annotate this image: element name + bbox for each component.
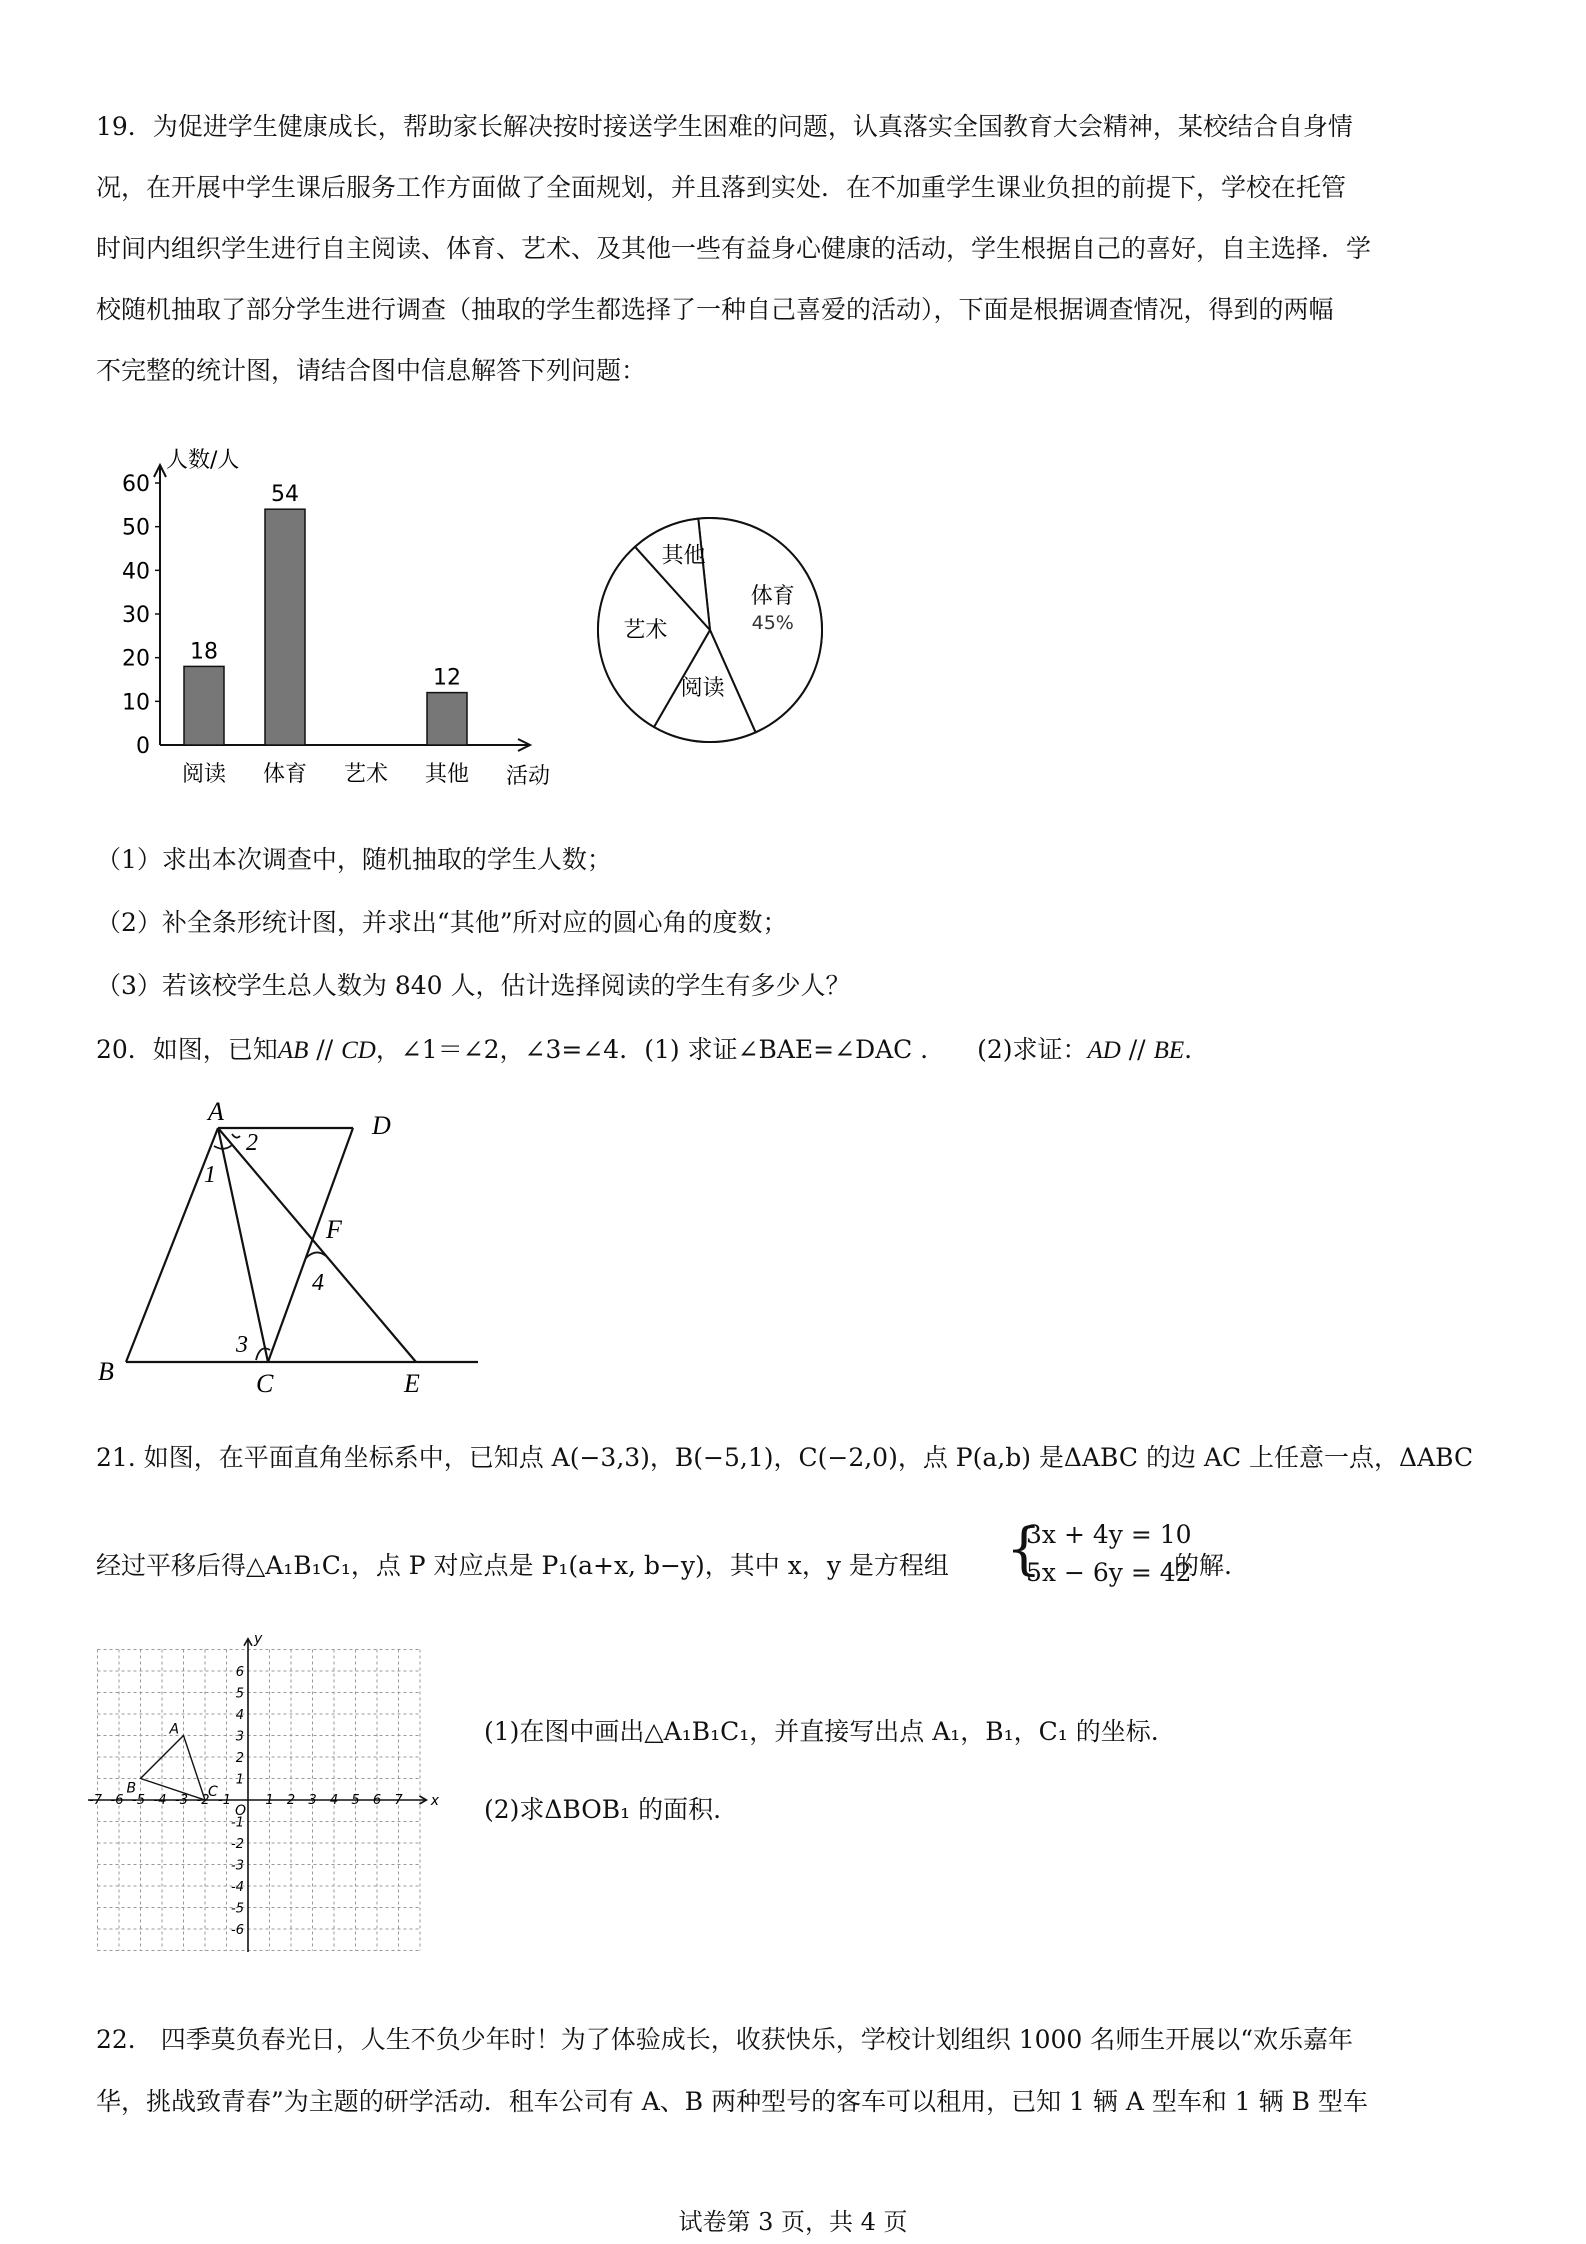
x-tick-label: 5: [351, 1793, 360, 1808]
x-tick-label: -3: [175, 1793, 188, 1808]
q21-eq1: 3x + 4y = 10: [1026, 1520, 1192, 1549]
y-tick-label: 2: [235, 1751, 244, 1766]
bar-value-label: 18: [190, 639, 218, 665]
q20-end: .: [1184, 1035, 1193, 1064]
angle-3: 3: [236, 1332, 248, 1358]
bar: [427, 693, 467, 745]
q20-cd: CD: [341, 1037, 376, 1064]
label-D: D: [372, 1111, 391, 1140]
bar: [265, 509, 305, 745]
pie-chart: [590, 510, 830, 750]
page-footer: 试卷第 3 页，共 4 页: [678, 2208, 908, 2236]
y-axis-label: 人数/人: [166, 448, 240, 473]
pie-slice-percent: 45%: [751, 612, 794, 635]
y-axis-label: y: [254, 1632, 263, 1648]
y-tick-label: -5: [231, 1901, 244, 1917]
x-tick-label: -1: [218, 1793, 231, 1808]
x-tick-label: -4: [153, 1793, 167, 1808]
q19-stem: [96, 96, 1496, 401]
y-tick-label: 50: [122, 515, 150, 541]
q20-part2: (2)求证：: [977, 1035, 1088, 1064]
q20-be: BE: [1153, 1037, 1185, 1064]
bar: [184, 666, 224, 745]
point-label-c: C: [208, 1784, 218, 1800]
label-A: A: [208, 1097, 224, 1126]
q19-sub1: （1）求出本次调查中，随机抽取的学生人数；: [96, 845, 612, 874]
q19-stem-line: 不完整的统计图，请结合图中信息解答下列问题：: [96, 356, 647, 385]
q20-parallel-1: //: [308, 1035, 342, 1064]
pie-slice-label: 艺术: [623, 617, 668, 643]
q19-stem-line: 19．为促进学生健康成长，帮助家长解决按时接送学生困难的问题，认真落实全国教育大会精神，某校结合自身情: [96, 112, 1353, 141]
q21-line2-b: 的解.: [1174, 1551, 1232, 1580]
triangle-abc: [141, 1736, 206, 1801]
x-tick-label: 2: [286, 1793, 296, 1808]
label-E: E: [404, 1369, 420, 1398]
q21-sub1: (1)在图中画出△A₁B₁C₁，并直接写出点 A₁，B₁，C₁ 的坐标.: [484, 1717, 1159, 1746]
angle-4: 4: [312, 1270, 324, 1296]
y-tick-label: 60: [122, 472, 150, 497]
y-tick-label: -6: [231, 1923, 244, 1938]
q20-parallel-2: //: [1120, 1035, 1154, 1064]
x-tick-label: -2: [196, 1793, 210, 1808]
y-tick-label: 20: [122, 646, 150, 672]
point-label-b: B: [126, 1780, 137, 1797]
angle-1: 1: [204, 1162, 216, 1188]
label-F: F: [326, 1215, 342, 1244]
x-tick-label: 6: [372, 1793, 382, 1808]
q21-sub2: (2)求ΔBOB₁ 的面积.: [484, 1795, 722, 1824]
x-tick-label: 其他: [424, 762, 470, 787]
point-label-a: A: [169, 1721, 180, 1738]
q21-line2-a: 经过平移后得△A₁B₁C₁，点 P 对应点是 P₁(a+x, b−y)，其中 x，y 是方程组: [96, 1551, 949, 1580]
x-axis-label: 活动: [506, 764, 551, 789]
q19-stem-line: 校随机抽取了部分学生进行调查（抽取的学生都选择了一种自己喜爱的活动），下面是根据调查情况，得到的两幅: [96, 295, 1334, 324]
label-B: B: [98, 1357, 114, 1386]
x-tick-label: -5: [132, 1793, 145, 1808]
q20-ab: AB: [277, 1037, 309, 1064]
y-tick-label: 4: [235, 1708, 244, 1723]
x-axis-label: x: [430, 1793, 440, 1809]
q20-intro: 20．如图，已知: [96, 1035, 278, 1064]
y-tick-label: -2: [231, 1837, 244, 1852]
y-tick-label: 3: [235, 1729, 244, 1745]
x-tick-label: 7: [394, 1793, 403, 1808]
q22-line2: 华，挑战致青春”为主题的研学活动．租车公司有 A、B 两种型号的客车可以租用，已知 1 辆 A 型车和 1 辆 B 型车: [96, 2087, 1368, 2116]
y-tick-label: 0: [136, 734, 150, 759]
pie-slice-label: 阅读: [680, 675, 725, 701]
q22-line1: 22． 四季莫负春光日，人生不负少年时！为了体验成长，收获快乐，学校计划组织 1000 名师生开展以“欢乐嘉年: [96, 2025, 1354, 2054]
angle-2: 2: [246, 1130, 258, 1156]
q20-stem: [96, 1030, 1192, 1066]
x-tick-label: 1: [265, 1793, 274, 1808]
y-tick-label: 30: [122, 603, 150, 628]
y-tick-label: -4: [231, 1880, 244, 1895]
x-tick-label: 阅读: [181, 762, 227, 787]
y-tick-label: -1: [231, 1815, 244, 1831]
y-tick-label: 1: [235, 1772, 244, 1788]
q20-ad: AD: [1087, 1037, 1121, 1064]
y-tick-label: 40: [122, 559, 150, 585]
origin-label: O: [235, 1803, 247, 1819]
q21-line1: 21. 如图，在平面直角坐标系中，已知点 A(−3,3)，B(−5,1)，C(−2,0)，点 P(a,b) 是ΔABC 的边 AC 上任意一点，ΔABC: [96, 1443, 1474, 1472]
q19-stem-line: 时间内组织学生进行自主阅读、体育、艺术、及其他一些有益身心健康的活动，学生根据自己的喜好，自主选择．学: [96, 234, 1372, 263]
x-tick-label: 艺术: [343, 762, 389, 787]
coordinate-grid: [88, 1632, 468, 1952]
x-tick-label: -6: [110, 1793, 124, 1808]
q20-angles: ，∠1＝∠2，∠3=∠4．(1) 求证∠BAE=∠DAC ．: [375, 1035, 946, 1064]
bar-chart: [110, 440, 570, 800]
pie-slice-label: 体育: [750, 584, 795, 610]
x-tick-label: 体育: [262, 762, 308, 787]
q20-figure: [90, 1090, 490, 1400]
q19-sub3: （3）若该校学生总人数为 840 人，估计选择阅读的学生有多少人？: [96, 971, 851, 1000]
q19-stem-line: 况，在开展中学生课后服务工作方面做了全面规划，并且落到实处．在不加重学生课业负担的前提下，学校在托管: [96, 173, 1347, 202]
y-tick-label: -3: [231, 1858, 244, 1874]
x-tick-label: 4: [329, 1793, 339, 1808]
bar-value-label: 12: [433, 665, 461, 691]
bar-value-label: 54: [271, 482, 299, 508]
pie-slice-label: 其他: [661, 543, 706, 569]
label-C: C: [256, 1369, 274, 1398]
y-tick-label: 5: [235, 1686, 244, 1702]
y-tick-label: 10: [122, 690, 150, 716]
y-tick-label: 6: [235, 1665, 244, 1680]
x-tick-label: 3: [308, 1793, 317, 1808]
brace-icon: {: [1006, 1517, 1042, 1582]
q21-eq2: 5x − 6y = 42: [1026, 1558, 1192, 1587]
x-tick-label: -7: [89, 1793, 102, 1808]
q19-sub2: （2）补全条形统计图，并求出“其他”所对应的圆心角的度数；: [96, 908, 788, 937]
